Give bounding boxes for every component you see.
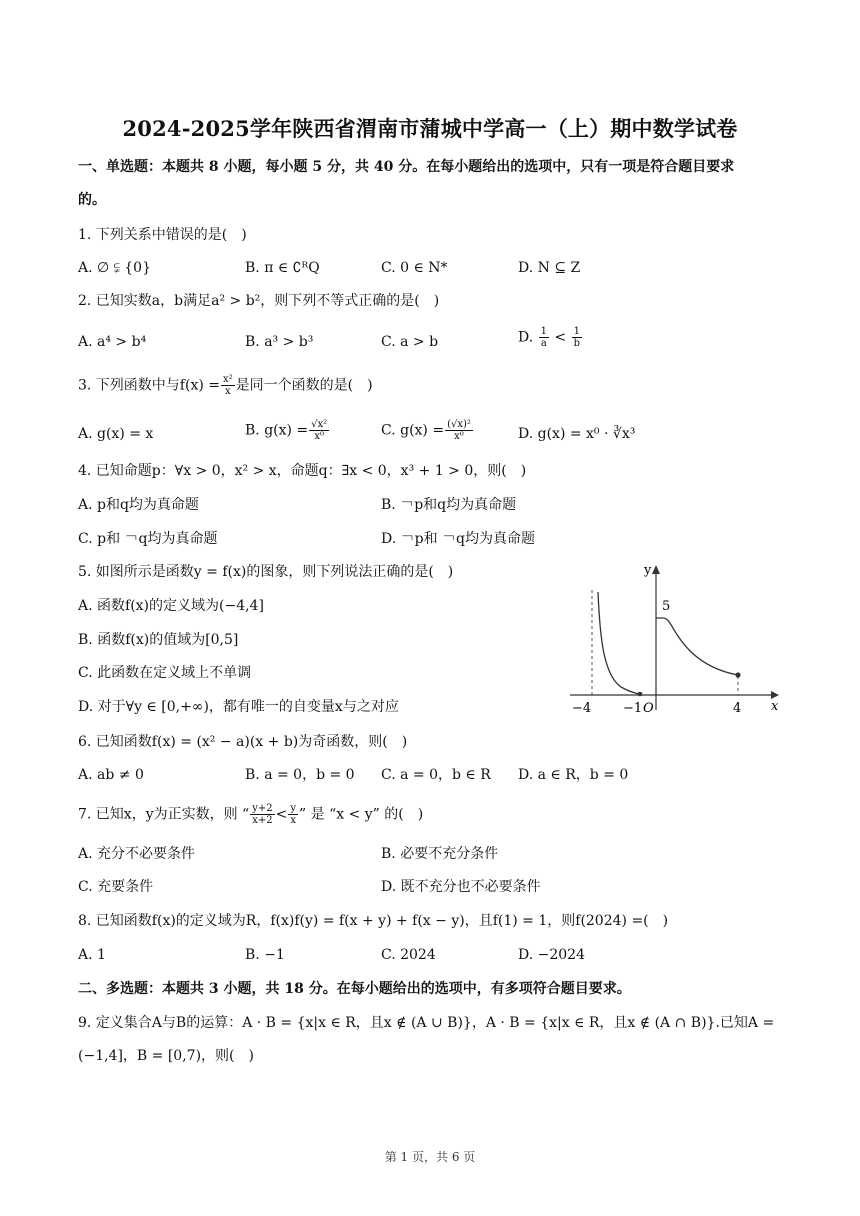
q3-option-a: A. g(x) = x (78, 426, 154, 442)
section1-heading-cont: 的。 (78, 192, 106, 208)
label-neg1: −1 (623, 701, 643, 716)
x-axis-arrow (771, 691, 779, 699)
page-title: 2024-2025学年陕西省渭南市蒲城中学高一（上）期中数学试卷 (122, 116, 738, 141)
q2-option-d (518, 326, 583, 349)
q8-stem: 8. 已知函数f(x)的定义域为R，f(x)f(y) = f(x + y) + f(x − y)，且f(1) = 1，则f(2024) =( ) (78, 913, 669, 929)
q7-option-c: C. 充要条件 (78, 879, 154, 895)
q2-option-a: A. a⁴ > b⁴ (78, 334, 147, 350)
q7-right-fraction: $\frac{y}{x}$ (290, 803, 297, 826)
section2-heading: 二、多选题：本题共 3 小题，共 18 分。在每小题给出的选项中，有多项符合题目要求。 (78, 981, 631, 997)
left-endpoint-dot (638, 692, 643, 697)
label-4: 4 (733, 701, 742, 716)
q7-option-b: B. 必要不充分条件 (381, 846, 499, 862)
q3-option-b: B. g(x) = $\frac{\text{√x²}}{\text{x⁰}}$ (245, 419, 328, 442)
q6-option-a: A. ab ≠ 0 (78, 767, 144, 783)
q9-stem-line1: 9. 定义集合A与B的运算：A · B = {x|x ∈ R，且x ∉ (A ∪ B)}，A · B = {x|x ∈ R，且x ∉ (A ∩ B)}.已知A = (78, 1015, 775, 1031)
y-axis-label: y (644, 563, 652, 578)
q1-option-b: B. π ∈ ∁ᴿQ (245, 260, 320, 276)
page-footer: 第 1 页，共 6 页 (384, 1150, 476, 1164)
q1-option-c: C. 0 ∈ N* (381, 260, 448, 276)
right-branch-curve (656, 618, 738, 675)
q2-option-c: C. a > b (381, 334, 439, 350)
q8-option-c: C. 2024 (381, 947, 436, 963)
q2-d-right-fraction: $\frac{1}{b}$ (573, 326, 581, 349)
q8-option-d: D. −2024 (518, 947, 585, 963)
x-axis-label: x (771, 699, 779, 714)
q2-option-b: B. a³ > b³ (245, 334, 314, 350)
q6-option-c: C. a = 0，b ∈ R (381, 767, 491, 783)
q7-stem: 7. 已知x，y为正实数，则 “ $\frac{y+2}{x+2}$ < $\frac{y}{x}$ ” 是 “x < y” 的( ) (78, 803, 424, 826)
left-branch-curve (598, 592, 640, 694)
q5-stem: 5. 如图所示是函数y = f(x)的图象，则下列说法正确的是( ) (78, 564, 454, 580)
function-graph (566, 560, 786, 720)
section1-heading: 一、单选题：本题共 8 小题，每小题 5 分，共 40 分。在每小题给出的选项中，只有一项是符合题目要求 (78, 159, 735, 175)
q2-stem: 2. 已知实数a，b满足a² > b²，则下列不等式正确的是( ) (78, 293, 440, 309)
q4-option-d: D. ￢p和 ￢q均为真命题 (381, 531, 535, 547)
q3-option-d: D. g(x) = x⁰ · ∛x³ (518, 426, 636, 442)
q4-option-a: A. p和q均为真命题 (78, 497, 199, 513)
q8-option-b: B. −1 (245, 947, 285, 963)
q2-d-prefix: D. (518, 329, 534, 346)
q5-option-b: B. 函数f(x)的值域为[0,5] (78, 632, 239, 648)
q6-option-d: D. a ∈ R，b = 0 (518, 767, 629, 783)
q4-stem: 4. 已知命题p：∀x > 0，x² > x，命题q：∃x < 0，x³ + 1 > 0，则( ) (78, 463, 527, 479)
q8-option-a: A. 1 (78, 947, 106, 963)
label-5: 5 (662, 599, 671, 614)
q4-option-b: B. ￢p和q均为真命题 (381, 497, 517, 513)
q7-option-d: D. 既不充分也不必要条件 (381, 879, 541, 895)
q1-option-d: D. N ⊆ Z (518, 260, 581, 276)
right-endpoint-dot (735, 672, 740, 677)
q2-d-left-fraction: $\frac{1}{a}$ (540, 326, 548, 349)
label-neg4: −4 (572, 701, 592, 716)
q3-b-fraction: $\frac{\text{√x²}}{\text{x⁰}}$ (311, 419, 328, 442)
q6-stem: 6. 已知函数f(x) = (x² − a)(x + b)为奇函数，则( ) (78, 734, 408, 750)
q6-option-b: B. a = 0，b = 0 (245, 767, 355, 783)
q5-option-a: A. 函数f(x)的定义域为(−4,4] (78, 598, 264, 614)
q2-d-less-than: < (554, 329, 567, 346)
q3-stem: 3. 下列函数中与f(x) = $\frac{\text{x²}}{x}$ 是同一个函数的是( ) (78, 374, 373, 397)
q3-c-fraction: $\frac{\text{(√x)²}}{\text{x⁰}}$ (447, 419, 471, 442)
label-origin: O (643, 701, 654, 716)
q7-option-a: A. 充分不必要条件 (78, 846, 196, 862)
q5-option-c: C. 此函数在定义域上不单调 (78, 665, 252, 681)
y-axis-arrow (652, 565, 660, 574)
q9-stem-line2: (−1,4]，B = [0,7)，则( ) (78, 1048, 254, 1064)
q3-stem-fraction: $\frac{\text{x²}}{x}$ (223, 374, 233, 397)
q1-option-a: A. ∅ ⫋ {0} (78, 260, 151, 276)
q5-option-d: D. 对于∀y ∈ [0,+∞)，都有唯一的自变量x与之对应 (78, 699, 399, 715)
q7-left-fraction: $\frac{y+2}{x+2}$ (252, 803, 273, 826)
q3-option-c: C. g(x) = $\frac{\text{(√x)²}}{\text{x⁰}}$ (381, 419, 471, 442)
q4-option-c: C. p和 ￢q均为真命题 (78, 531, 218, 547)
q1-stem: 1. 下列关系中错误的是( ) (78, 227, 247, 243)
